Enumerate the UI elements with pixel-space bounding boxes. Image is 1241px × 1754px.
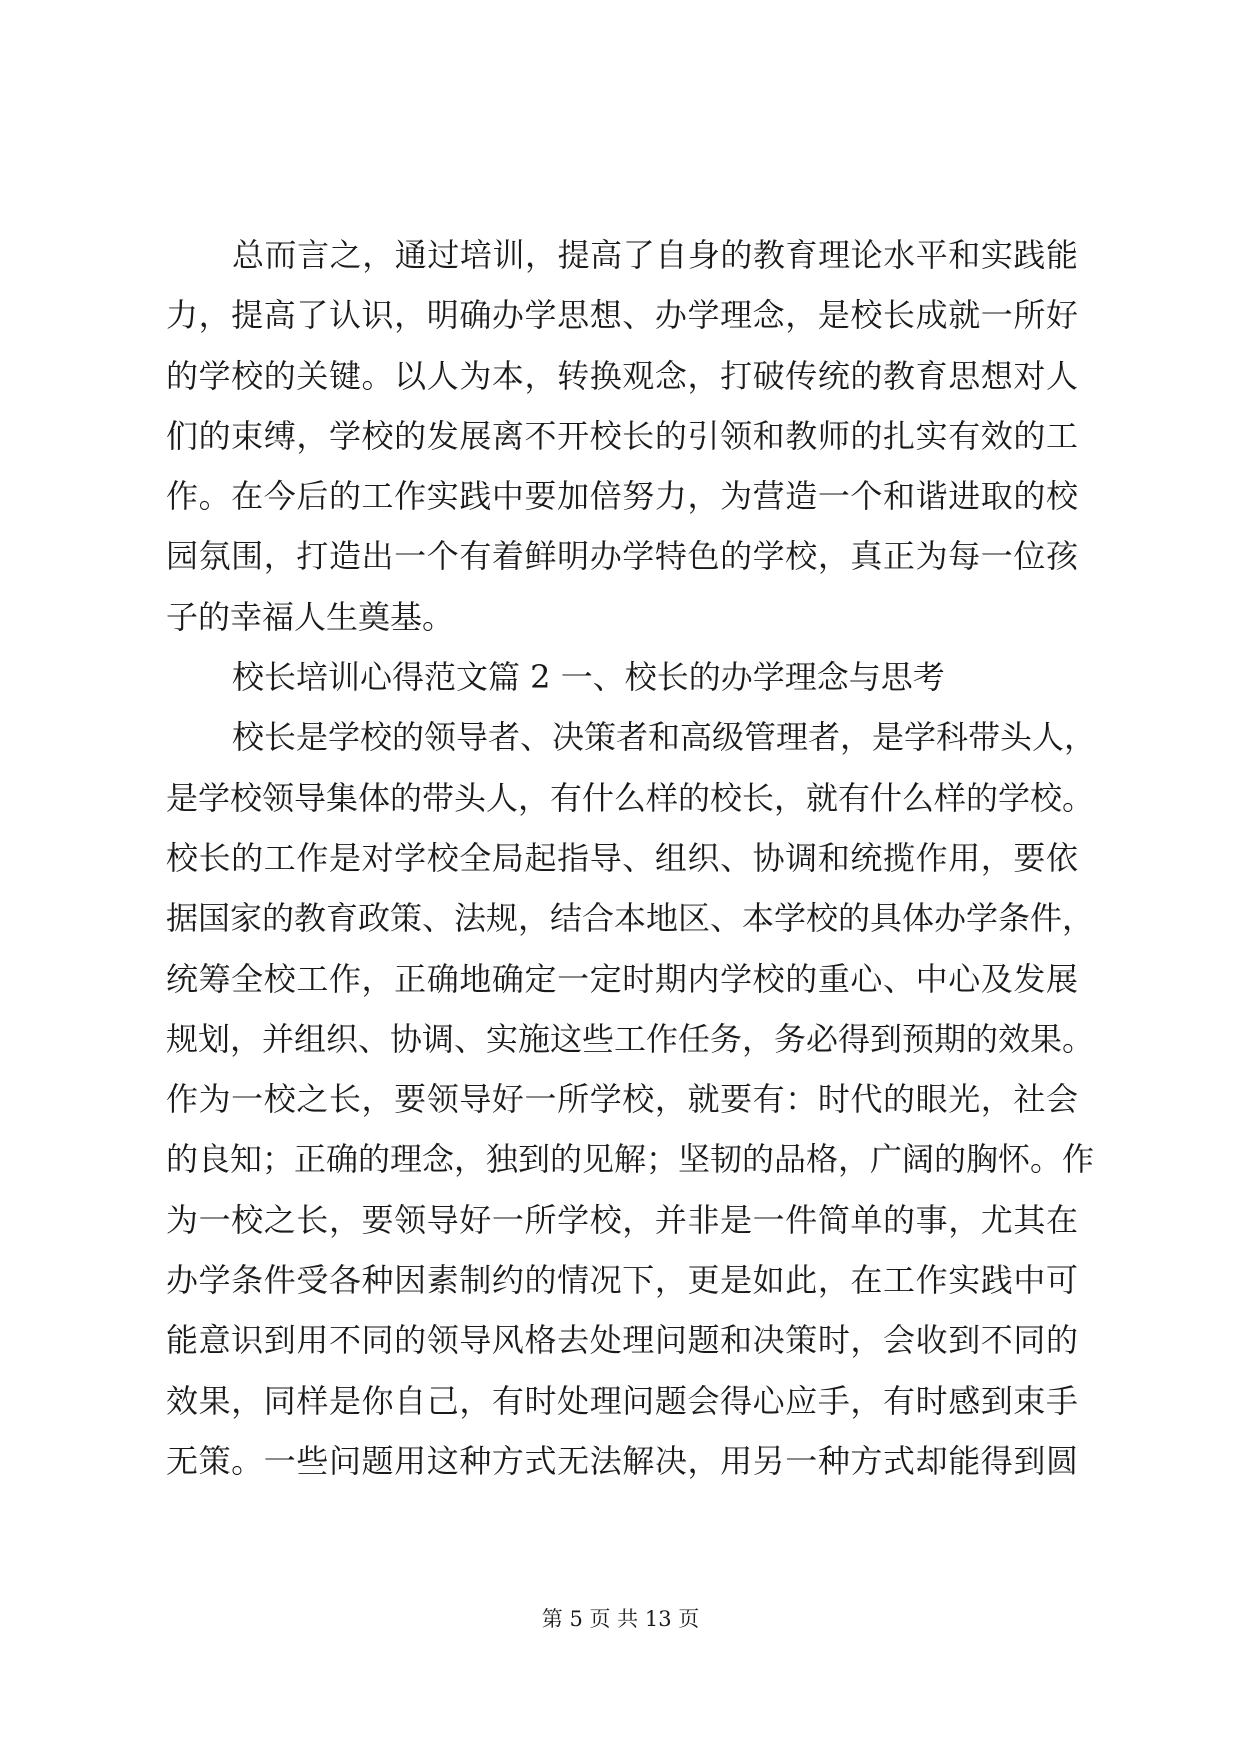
text-line: 规划，并组织、协调、实施这些工作任务，务必得到预期的效果。 [166,1019,1095,1058]
text-line: 子的幸福人生奠基。 [166,597,455,636]
text-line: 作。在今后的工作实践中要加倍努力，为营造一个和谐进取的校 [166,477,1078,516]
text-line: 无策。一些问题用这种方式无法解决，用另一种方式却能得到圆 [166,1441,1078,1480]
text-line: 的学校的关键。以人为本，转换观念，打破传统的教育思想对人 [166,356,1078,395]
text-line: 们的束缚，学校的发展离不开校长的引领和教师的扎实有效的工 [166,416,1078,455]
text-line: 园氛围，打造出一个有着鲜明办学特色的学校，真正为每一位孩 [166,537,1078,576]
text-line: 总而言之，通过培训，提高了自身的教育理论水平和实践能 [232,236,1078,274]
text-line: 能意识到用不同的领导风格去处理问题和决策时，会收到不同的 [166,1321,1078,1360]
text-line: 办学条件受各种因素制约的情况下，更是如此，在工作实践中可 [166,1261,1078,1300]
section-heading: 校长培训心得范文篇 2 一、校长的办学理念与思考 [232,658,945,697]
text-line: 统筹全校工作，正确地确定一定时期内学校的重心、中心及发展 [166,959,1078,998]
text-line: 据国家的教育政策、法规，结合本地区、本学校的具体办学条件， [166,899,1095,938]
text-line: 校长的工作是对学校全局起指导、组织、协调和统揽作用，要依 [166,838,1078,877]
text-line: 力，提高了认识，明确办学思想、办学理念，是校长成就一所好 [166,296,1078,335]
page-number-footer: 第 5 页 共 13 页 [541,1607,700,1631]
text-line: 是学校领导集体的带头人，有什么样的校长，就有什么样的学校。 [166,778,1095,817]
text-line: 作为一校之长，要领导好一所学校，就要有：时代的眼光，社会 [166,1080,1078,1119]
text-line: 为一校之长，要领导好一所学校，并非是一件简单的事，尤其在 [166,1200,1078,1239]
document-body [166,225,1097,1491]
text-line: 效果，同样是你自己，有时处理问题会得心应手，有时感到束手 [166,1381,1078,1420]
text-line: 的良知；正确的理念，独到的见解；坚韧的品格，广阔的胸怀。作 [166,1140,1095,1179]
text-line: 校长是学校的领导者、决策者和高级管理者，是学科带头人， [232,718,1097,757]
